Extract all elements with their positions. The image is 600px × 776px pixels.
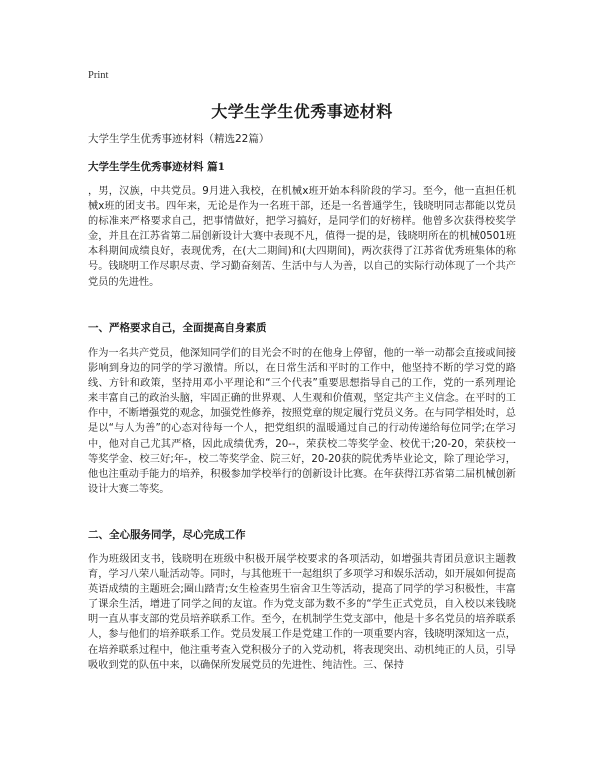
intro-paragraph: ，男，汉族，中共党员。9月进入我校，在机械x班开始本科阶段的学习。至今，他一直担任机械x班的团支书。四年来，无论是作为一名班干部，还是一名普通学生，钱晓明同志都能以党员的标准来严格要求自己，把事情做好，把学习搞好，是同学们的好榜样。他曾多次获得校奖学金，并且在江苏省第二届创新设计大赛中表现不凡，值得一提的是，钱晓明所在的机械0501班本科期间成绩良好，表现优秀，在(大二期间)和(大四期间)，两次获得了江苏省优秀班集体的称号。钱晓明工作尽职尽责、学习勤奋刻苦、生活中与人为善，以自己的实际行动体现了一个共产党员的先进性。 xyxy=(88,186,516,288)
section-title: 大学生学生优秀事迹材料 篇1 xyxy=(88,161,225,173)
heading-strict-requirements: 一、严格要求自己，全面提高自身素质 xyxy=(88,322,267,334)
print-label[interactable]: Print xyxy=(88,70,109,81)
paragraph-strict-requirements: 作为一名共产党员，他深知同学们的目光会不时的在他身上停留，他的一举一动都会直接或间接影响到身边的同学的学习激情。所以，在日常生活和平时的工作中，他坚持不断的学习党的路线、方针和政策，坚持用邓小平理论和“三个代表”重要思想指导自己的工作，党的一系列理论来丰富自己的政治头脑，牢固正确的世界观、人生观和价值观，坚定共产主义信念。在平时的工作中，不断增强党的观念，加强党性修养，按照党章的规定履行党员义务。在与同学相处时，总是以“与人为善”的心态对待每一个人，把党组织的温暖通过自己的行动传递给每位同学;在学习中，他对自己尤其严格，因此成绩优秀，20--，荣获校二等奖学金、校优干;20-20，荣获校一等奖学金、校三好;年-，校二等奖学金、院三好，20-20获的院优秀毕业论文，除了理论学习，他也注重动手能力的培养，积极参加学校举行的创新设计比赛。在年获得江苏省第二届机械创新设计大赛二等奖。 xyxy=(88,348,516,495)
document-title: 大学生学生优秀事迹材料 xyxy=(211,102,393,121)
document-subtitle: 大学生学生优秀事迹材料（精选22篇） xyxy=(88,133,270,145)
paragraph-serve-classmates: 作为班级团支书，钱晓明在班级中积极开展学校要求的各项活动，如增强共青团员意识主题教育，学习八荣八耻活动等。同时，与其他班干一起组织了多项学习和娱乐活动，如开展如何提高英语成绩的主题班会;圈山踏青;女生检查男生宿舍卫生等活动，提高了同学的学习积极性，丰富了课余生活，增进了同学之间的友谊。作为党支部为数不多的“学生正式党员，自入校以来钱晓明一直从事支部的党员培养联系工作。至今，在机制学生党支部中，他是十多名党员的培养联系人，参与他们的培养联系工作。党员发展工作是党建工作的一项重要内容，钱晓明深知这一点，在培养联系过程中，他注重考查入党积极分子的入党动机，将表现突出、动机纯正的人员，引导吸收到党的队伍中来，以确保所发展党员的先进性、纯洁性。三、保持 xyxy=(88,554,516,671)
heading-serve-classmates: 二、全心服务同学，尽心完成工作 xyxy=(88,529,246,541)
